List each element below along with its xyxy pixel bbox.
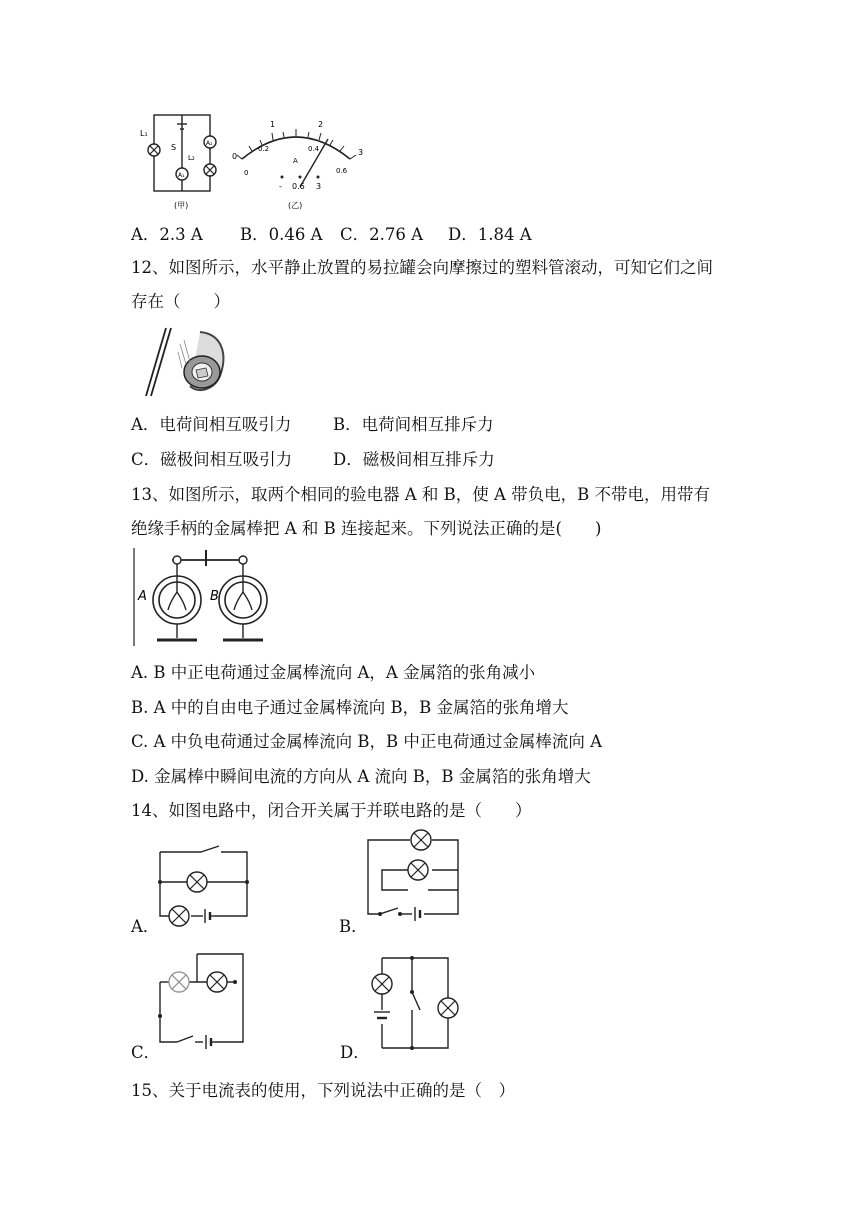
- q11-option-d[interactable]: D．1.84 A: [448, 225, 532, 244]
- q13-option-c[interactable]: C. A 中负电荷通过金属棒流向 B，B 中正电荷通过金属棒流向 A: [131, 732, 603, 751]
- terminal-0.6: 0.6: [292, 182, 305, 191]
- q11-option-c[interactable]: C．2.76 A: [340, 225, 424, 244]
- q12-option-c[interactable]: C．磁极间相互吸引力: [131, 450, 293, 469]
- bottom-scale-0: 0: [244, 169, 249, 177]
- terminal-minus: -: [279, 182, 282, 191]
- label-l2: L₂: [188, 154, 195, 162]
- terminal-3: 3: [316, 182, 322, 191]
- top-scale-2: 2: [318, 120, 324, 129]
- electroscope-label-b: B: [210, 589, 219, 604]
- circuit-figure-jia: [138, 108, 228, 214]
- circuit-d-figure: [368, 952, 468, 1056]
- q13-option-a[interactable]: A. B 中正电荷通过金属棒流向 A，A 金属箔的张角减小: [131, 663, 536, 682]
- q12-options-row2: [131, 449, 495, 471]
- q12-option-a[interactable]: A．电荷间相互吸引力: [131, 415, 292, 434]
- label-l1: L₁: [140, 129, 148, 138]
- circuit-b-figure: [360, 830, 465, 922]
- top-scale-0: 0: [232, 152, 238, 161]
- q15-stem: 15、关于电流表的使用，下列说法中正确的是（ ）: [131, 1081, 515, 1100]
- q14-stem: 14、如图电路中，闭合开关属于并联电路的是（ ）: [131, 801, 532, 820]
- q11-options: [131, 224, 532, 246]
- electroscope-label-a: A: [138, 589, 147, 604]
- bottom-scale-0.4: 0.4: [308, 145, 320, 153]
- q14-label-b[interactable]: B．: [339, 917, 368, 936]
- caption-yi: (乙): [288, 201, 303, 210]
- label-a2: A₂: [206, 140, 213, 147]
- caption-jia: (甲): [174, 201, 189, 210]
- label-s: S: [171, 143, 177, 152]
- q13-stem-line2: 绝缘手柄的金属棒把 A 和 B 连接起来。下列说法正确的是( ): [131, 519, 602, 538]
- top-scale-1: 1: [270, 120, 276, 129]
- q12-stem-line2: 存在（ ）: [131, 292, 230, 311]
- q12-option-b[interactable]: B．电荷间相互排斥力: [333, 415, 494, 434]
- q14-label-d[interactable]: D．: [340, 1043, 370, 1062]
- circuit-a-figure: [155, 842, 250, 922]
- unit-label: A: [293, 157, 298, 165]
- q13-option-b[interactable]: B. A 中的自由电子通过金属棒流向 B，B 金属箔的张角增大: [131, 698, 569, 717]
- bottom-scale-0.6: 0.6: [336, 167, 348, 175]
- top-scale-3: 3: [358, 148, 364, 157]
- q13-option-d[interactable]: D. 金属棒中瞬间电流的方向从 A 流向 B，B 金属箔的张角增大: [131, 767, 591, 786]
- circuit-c-figure: [155, 950, 255, 1050]
- q12-stem-line1: 12、如图所示，水平静止放置的易拉罐会向摩擦过的塑料管滚动，可知它们之间: [131, 258, 713, 277]
- ammeter-dial-figure-yi: [230, 115, 370, 215]
- q11-option-b[interactable]: B．0.46 A: [240, 225, 323, 244]
- q12-option-d[interactable]: D．磁极间相互排斥力: [333, 450, 495, 469]
- bottom-scale-0.2: 0.2: [258, 145, 270, 153]
- q14-label-a[interactable]: A．: [131, 917, 160, 936]
- q11-option-a[interactable]: A．2.3 A: [131, 225, 203, 244]
- q12-options-row1: [131, 414, 494, 436]
- can-and-tube-figure: [140, 324, 232, 400]
- q14-label-c[interactable]: C．: [131, 1043, 161, 1062]
- electroscope-figure: [132, 548, 272, 648]
- q13-stem-line1: 13、如图所示，取两个相同的验电器 A 和 B，使 A 带负电，B 不带电，用带有: [131, 485, 711, 504]
- label-a1: A₁: [178, 172, 185, 179]
